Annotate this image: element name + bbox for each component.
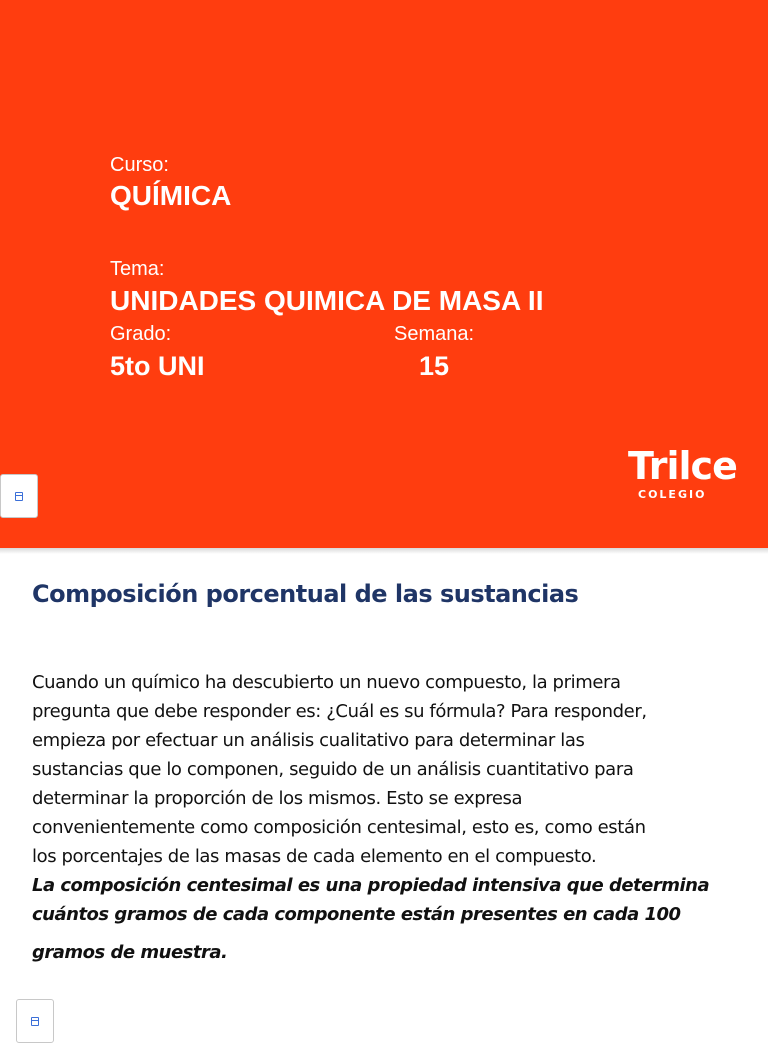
emphasis-line: La composición centesimal es una propiedad intensiva que determina xyxy=(32,875,710,896)
paragraph-line: sustancias que lo componen, seguido de un análisis cuantitativo para xyxy=(32,759,634,780)
body-paragraph xyxy=(32,668,742,871)
grade-value: 5to UNI xyxy=(110,351,205,381)
course-label: Curso: xyxy=(110,154,169,176)
paragraph-line: los porcentajes de las masas de cada elemento en el compuesto. xyxy=(32,846,597,867)
topic-value: UNIDADES QUIMICA DE MASA II xyxy=(110,285,544,316)
paragraph-line: pregunta que debe responder es: ¿Cuál es su fórmula? Para responder, xyxy=(32,701,647,722)
trilce-logo xyxy=(628,446,737,501)
banner-shadow xyxy=(0,548,768,554)
page-icon xyxy=(15,492,23,501)
topic-label: Tema: xyxy=(110,258,165,280)
emphasis-line: cuántos gramos de cada componente están presentes en cada 100 xyxy=(32,904,681,925)
section-title: Composición porcentual de las sustancias xyxy=(32,580,579,608)
week-label: Semana: xyxy=(394,323,475,345)
paragraph-line: Cuando un químico ha descubierto un nuevo compuesto, la primera xyxy=(32,672,621,693)
page-icon xyxy=(31,1017,39,1026)
paragraph-line: empieza por efectuar un análisis cualitativo para determinar las xyxy=(32,730,585,751)
paragraph-line: determinar la proporción de los mismos. Esto se expresa xyxy=(32,788,523,809)
logo-subtitle: COLEGIO xyxy=(638,488,707,501)
page-button-1[interactable] xyxy=(0,474,38,518)
emphasis-line: gramos de muestra. xyxy=(32,942,228,963)
week-value: 15 xyxy=(419,351,450,381)
page-button-2[interactable] xyxy=(16,999,54,1043)
course-value: QUÍMICA xyxy=(110,180,232,211)
paragraph-line: convenientemente como composición centesimal, esto es, como están xyxy=(32,817,646,838)
logo-wordmark: Trilce xyxy=(628,444,737,488)
emphasis-paragraph xyxy=(32,871,742,967)
grade-label: Grado: xyxy=(110,323,172,345)
